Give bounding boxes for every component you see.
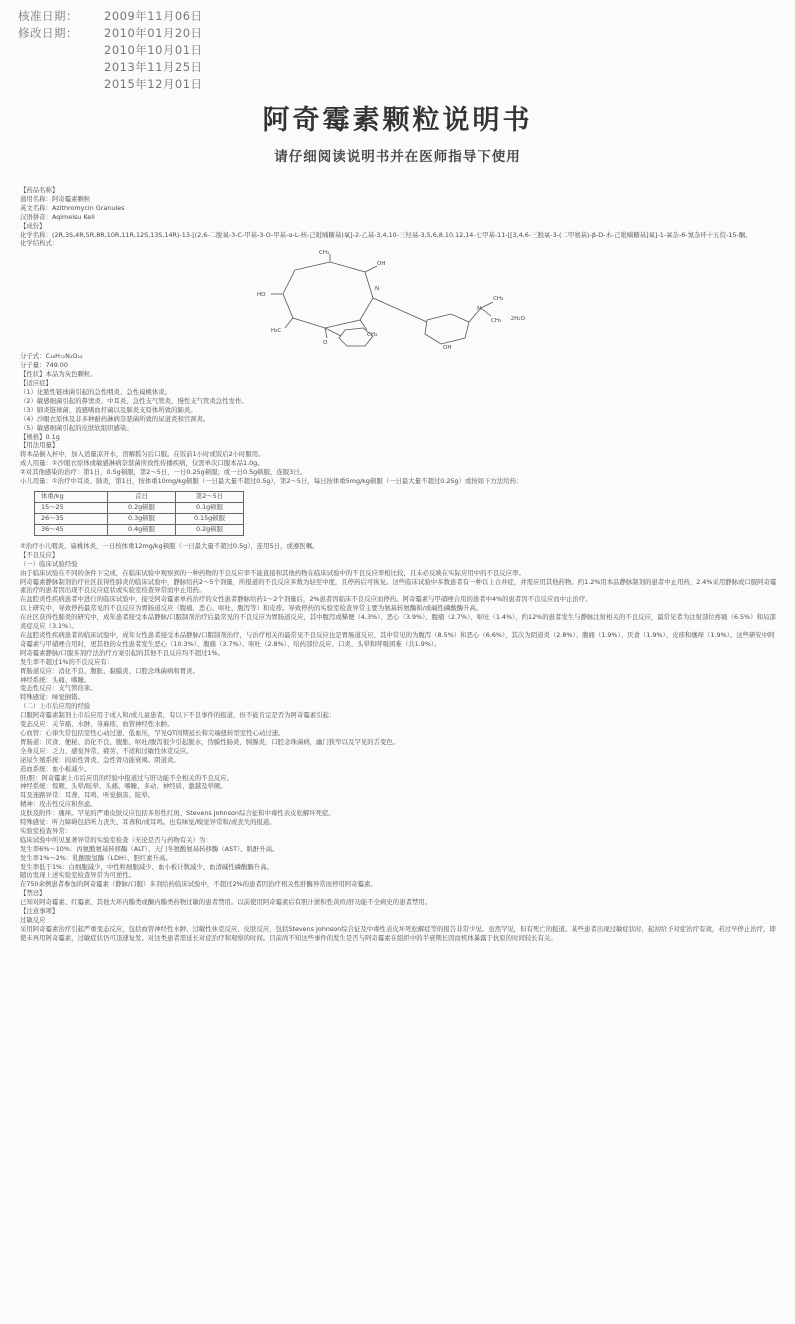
struct-label: HO <box>257 292 266 299</box>
paragraph: 【适应症】 <box>20 379 52 388</box>
drug-info-section <box>20 186 778 248</box>
paragraph: 神经系统：惊厥、头晕/眩晕、头痛、嗜睡、多动、神经质、激越及晕厥。 <box>20 782 227 791</box>
chemical-structure <box>20 250 778 350</box>
paragraph: 皮肤及附件：瘙痒。罕见的严重皮肤反应包括多形性红斑、Stevens Johnson综合征和中毒性表皮松解坏死症。 <box>20 809 335 818</box>
table-cell: 0.1g顿服 <box>176 502 244 513</box>
paragraph: 英文名称：Azithromycin Granules <box>20 203 125 212</box>
date-row <box>18 25 203 42</box>
dose-table-header-cell: 体重/kg <box>35 491 108 502</box>
paragraph: 耳及迷路异常：耳聋、耳鸣、听觉损害、眩晕。 <box>20 791 155 800</box>
date-row <box>18 42 203 59</box>
document-subtitle: 请仔细阅读说明书并在医师指导下使用 <box>274 149 521 165</box>
paragraph: 【性状】本品为灰色颗粒。 <box>20 370 97 379</box>
paragraph: 随访发现上述实验室检查异常为可逆性。 <box>20 871 136 880</box>
paragraph: 泌尿生殖系统：间质性肾炎、急性肾功能衰竭、阴道炎。 <box>20 755 180 764</box>
date-row <box>18 8 203 25</box>
paragraph: 口服阿奇霉素制剂上市后应用于成人和/或儿童患者，有以下不良事件的报道，但不能肯定是否为阿奇霉素引起： <box>20 711 336 720</box>
table-cell: 0.4g顿服 <box>108 524 176 535</box>
paragraph: （5）敏感细菌引起的皮肤软组织感染。 <box>20 423 133 432</box>
table-row <box>35 524 244 535</box>
date-label: 核准日期： <box>18 9 78 23</box>
table-row <box>35 502 244 513</box>
paragraph: 【注意事项】 <box>20 907 59 916</box>
paragraph: ②治疗小儿咽炎、扁桃体炎，一日按体重12mg/kg顿服（一日最大量不超过0.5g），连用5日，或遵医嘱。 <box>20 541 319 550</box>
paragraph: 胃肠道反应：消化不良、腹胀、黏膜炎、口腔念珠菌病和胃炎。 <box>20 666 199 675</box>
paragraph: （二）上市后应用的经验 <box>20 702 91 711</box>
date-value: 2009年11月06日 <box>104 9 203 23</box>
paragraph: 发生率6%～10%：丙氨酸氨基转移酶（ALT）、天门冬氨酸氨基转移酶（AST）、肌酐升高。 <box>20 844 279 853</box>
date-label: 修改日期： <box>18 26 78 40</box>
paragraph: （2）敏感细菌引起的鼻窦炎、中耳炎、急性支气管炎、慢性支气管炎急性发作。 <box>20 396 248 405</box>
paragraph: 过敏反应 <box>20 916 46 924</box>
paragraph: 汉语拼音：Aqimeisu Keli <box>20 212 95 221</box>
table-cell: 15～25 <box>35 502 108 513</box>
paragraph: （4）沙眼衣原体及非多种耐药淋病奈瑟菌所致的尿道炎和宫颈炎。 <box>20 414 210 423</box>
paragraph: 实验室检查异常： <box>20 826 72 835</box>
paragraph: （3）肺炎链球菌、流感嗜血杆菌以及肺炎支原体所致的肺炎。 <box>20 405 197 414</box>
paragraph: 分子式：C₃₈H₇₂N₂O₁₂ <box>20 352 83 361</box>
paragraph: 在盆腔炎性疾病患者中进行的临床试验中，接受阿奇霉素单药治疗的女性患者静脉给药1～2个剂量后，2%患者因临床不良反应而停药。阿奇霉素与甲硝唑合用的患者中4%的患者因不良反应而中止治疗。 <box>20 595 592 604</box>
paragraph: 胃肠道：厌食、便秘、消化不良、腹胀、呕吐/腹泻很少引起脱水，伪膜性肠炎，胰腺炎，口腔念珠菌病，幽门狭窄以及罕见的舌变色。 <box>20 737 400 746</box>
paragraph: 造血系统：血小板减少。 <box>20 764 91 773</box>
paragraph: 变态性反应：支气管痉挛。 <box>20 684 97 693</box>
paragraph: 精神：攻击性反应和焦虑。 <box>20 800 97 809</box>
struct-label: N <box>477 306 482 313</box>
struct-label: O <box>323 340 328 347</box>
structure-diagram <box>255 250 555 350</box>
dose-table <box>34 491 244 536</box>
table-cell: 0.3g顿服 <box>108 513 176 524</box>
approval-dates <box>18 8 203 93</box>
paragraph: 化学结构式： <box>20 239 59 248</box>
paragraph: 【成份】 <box>20 221 46 230</box>
document-title: 阿奇霉素颗粒说明书 <box>262 105 533 136</box>
struct-label: CH₃ <box>319 250 330 257</box>
paragraph: 发生率不超过1%的不良反应有： <box>20 657 114 666</box>
table-cell: 36～45 <box>35 524 108 535</box>
paragraph: 【不良反应】 <box>20 550 59 559</box>
paragraph: 在750余例患者参加的阿奇霉素（静脉/口服）多剂给药临床试验中，不超过2%的患者因治疗相关性肝酶异常而停用阿奇霉素。 <box>20 880 377 889</box>
date-row <box>18 59 203 76</box>
adverse-reactions-section <box>20 542 778 943</box>
table-cell: 0.15g顿服 <box>176 513 244 524</box>
struct-label: H₃C <box>271 328 282 335</box>
paragraph: 以上研究中，导致停药最常见的不良反应为胃肠道反应（腹痛、恶心、呕吐、腹泻等）和皮疹。导致停药的实验室检查异常主要为氨基转氨酶和/或碱性磷酸酶升高。 <box>20 604 483 613</box>
date-value: 2015年12月01日 <box>104 77 203 91</box>
paragraph: ②对其他感染的治疗：第1日，0.5g顿服，第2～5日，一日0.25g顿服；或一日0.5g顿服，连服3日。 <box>20 468 306 477</box>
paragraph: 临床试验中所见显著异常的实验室检查（无论是否与药物有关）为： <box>20 835 212 844</box>
paragraph: 特殊感觉：听力障碍包括听力丧失、耳聋和/或耳鸣。也有味觉/嗅觉异常和/或丧失的报道。 <box>20 818 276 827</box>
paragraph: 变态反应：关节痛、水肿、荨麻疹、血管神经性水肿。 <box>20 720 174 729</box>
paragraph: 【药品名称】 <box>20 186 59 194</box>
paragraph: 发生率1%～2%：乳酸脱氢酶（LDH）、胆红素升高。 <box>20 853 172 862</box>
paragraph: 全身反应：乏力、感觉异常、疲劳、不适和过敏性休克反应。 <box>20 746 193 755</box>
table-cell: 0.2g顿服 <box>108 502 176 513</box>
properties-section <box>20 352 778 486</box>
date-value: 2013年11月25日 <box>104 60 203 74</box>
date-row <box>18 76 203 93</box>
paragraph: 成人用量：①沙眼衣原体或敏感淋病奈瑟菌所致性传播疾病，仅需单次口服本品1.0g。 <box>20 459 264 468</box>
paragraph: 阿奇霉素静脉制剂治疗社区获得性肺炎的临床试验中，静脉给药2～5个剂量，所报道的不良反应多数为轻至中度，且停药后可恢复。这些临床试验中多数患者有一种以上合并症，并需应用其他药物。约1.2%用本品静脉制剂的患者中止用药，2.4%采用静脉或口服阿奇霉素治疗的患者因出现不良反应症状或实验室检查异常而中止用药。 <box>20 577 777 595</box>
date-value: 2010年10月01日 <box>104 43 203 57</box>
dose-table-header <box>35 491 244 502</box>
dose-table-header-cell: 第2～5日 <box>176 491 244 502</box>
paragraph: 采用阿奇霉素治疗引起严重变态反应，包括血管神经性水肿、过敏性休克反应、皮肤反应，包括Stevens Johnson综合征及中毒性表皮坏死松解症等的报告非常少见。虽然罕见，但有死亡的报道。某些患者出现过敏症状时，起初给予对症治疗有效，若过早停止治疗，即使未再用阿奇霉素，过敏症状仍可迅速复发。对这类患者需延长对症治疗和观察的时间。目前尚不知这些事件的发生是否与阿奇霉素在组织中的半衰期长因而机体暴露于抗原的时间较长有关。 <box>20 924 776 942</box>
paragraph: 已知对阿奇霉素、红霉素、其他大环内酯类或酮内酯类药物过敏的患者禁用。以前使用阿奇霉素后有胆汁淤积性黄疸/肝功能不全病史的患者禁用。 <box>20 898 432 907</box>
date-value: 2010年01月20日 <box>104 26 203 40</box>
paragraph: （1）化脓性链球菌引起的急性咽炎、急性扁桃体炎。 <box>20 387 172 396</box>
paragraph: 肝/胆：阿奇霉素上市后应用的经验中报道过与肝功能不全相关的不良反应。 <box>20 773 234 782</box>
paragraph: 在盆腔炎性疾病患者的临床试验中，成年女性患者接受本品静脉/口服制剂治疗，与治疗相关的最常见不良反应也是胃肠道反应，其中常见的为腹泻（8.5%）和恶心（6.6%），其次为阴道炎（2.8%）、腹痛（1.9%）、厌食（1.9%）、皮疹和瘙痒（1.9%）。这些研究中阿奇霉素与甲硝唑合用时，更其他的女性患者发生恶心（10.3%）、腹痛（3.7%）、呕吐（2.8%）、给药部位反应、口炎、头晕和呼吸困难（共1.9%）。 <box>20 631 775 648</box>
struct-label: CH₃ <box>491 318 502 325</box>
paragraph: 由于临床试验在不同的条件下完成，在临床试验中观察到的一种药物的不良反应率不能直接和其他药物在临床试验中的不良反应率相比较，且未必反映在实际应用中的不良反应率。 <box>20 568 525 577</box>
struct-label: CH₃ <box>367 332 378 339</box>
table-cell: 0.2g顿服 <box>176 524 244 535</box>
paragraph: 阿奇霉素静脉/口服多剂疗法治疗方案引起的其他不良反应均不超过1%。 <box>20 648 225 657</box>
paragraph: 分子量：749.00 <box>20 361 68 370</box>
paragraph: 心血管：心律失常包括室性心动过速、低血压，罕见QT间期延长和尖端扭转型室性心动过速。 <box>20 728 285 737</box>
paragraph: （一）临床试验经验 <box>20 559 78 568</box>
paragraph: 发生率低于1%：白细胞减少、中性粒细胞减少、血小板计数减少、血清碱性磷酸酶升高。 <box>20 862 273 871</box>
table-row <box>35 513 244 524</box>
paragraph: 将本品倒入杯中，加入适量凉开水，溶解摇匀后口服。在饭前1小时或饭后2小时服用。 <box>20 450 265 459</box>
paragraph: 通用名称：阿奇霉素颗粒 <box>20 194 91 203</box>
paragraph: 小儿用量：①治疗中耳炎、肺炎，第1日，按体重10mg/kg顿服（一日最大量不超过0.5g），第2～5日，每日按体重5mg/kg顿服（一日最大量不超过0.25g）或按如下方法给药： <box>20 477 523 486</box>
paragraph: 神经系统：头痛、嗜睡。 <box>20 675 91 684</box>
struct-label: OH <box>443 345 452 351</box>
paragraph: 化学名称：(2R,3S,4R,5R,8R,10R,11R,12S,13S,14R)-13-[(2,6-二脱氧-3-C-甲基-3-O-甲基-α-L-核-己吡喃糖基)氧]-2-乙基-3,4,10-三羟基-3,5,6,8,10,12,14-七甲基-11-[[3,4,6-三脱氧-3-(二甲氨基)-β-D-木-己吡喃糖基]氧]-1-氧杂-6-氮杂环十五烷-15-酮。 <box>20 230 752 239</box>
paragraph: 在社区获得性肺炎的研究中，成年患者接受本品静脉/口服制剂治疗后最常见的不良反应为胃肠道反应，其中腹泻或稀便（4.3%）、恶心（3.9%）、腹痛（2.7%）、呕吐（1.4%），约12%的患者发生与静脉注射相关的不良反应，最常见者为注射部位疼痛（6.5%）和局部炎症反应（3.1%）。 <box>20 613 776 631</box>
paragraph: 【禁忌】 <box>20 889 46 898</box>
paragraph: 【规格】0.1g <box>20 432 60 441</box>
paragraph: 【用法用量】 <box>20 441 59 450</box>
struct-label: N <box>375 286 380 293</box>
leaflet-body <box>20 186 778 943</box>
dose-table-header-cell: 首日 <box>108 491 176 502</box>
struct-label: CH₃ <box>493 296 504 303</box>
struct-label: ·2H₂O <box>509 316 525 323</box>
table-cell: 26～35 <box>35 513 108 524</box>
struct-label: OH <box>377 261 386 268</box>
paragraph: 特殊感觉：味觉倒错。 <box>20 693 84 702</box>
